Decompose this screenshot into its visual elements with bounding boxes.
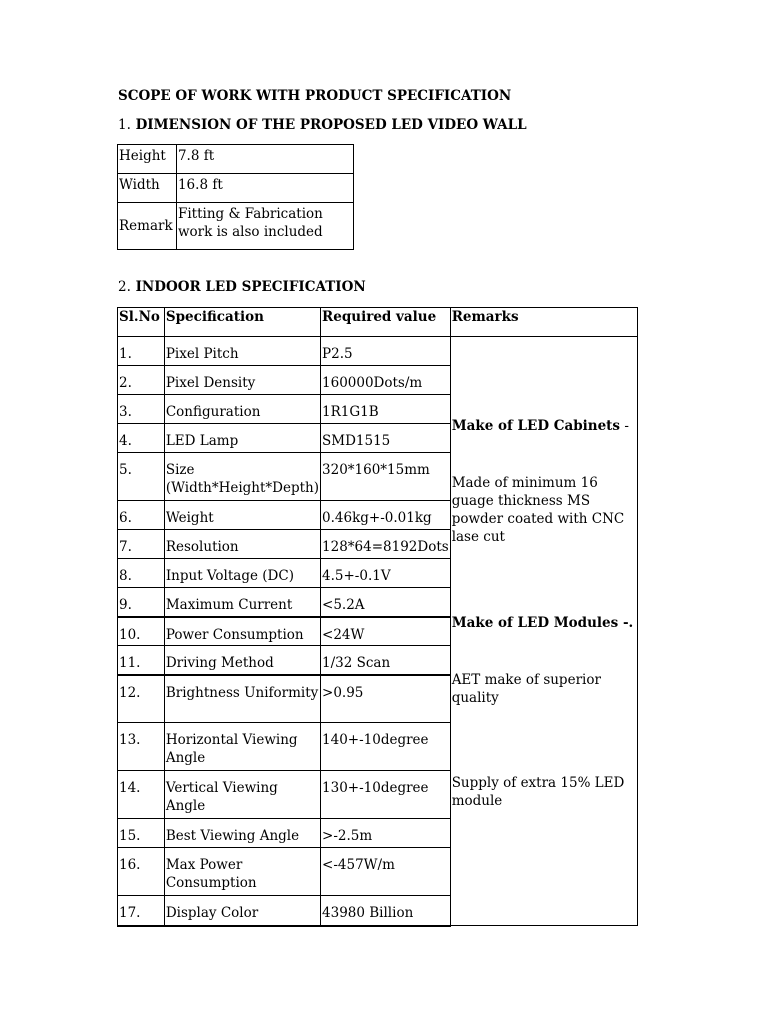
spec-slno: 16. — [118, 848, 165, 896]
remark-modules-text: AET make of superior quality — [451, 672, 601, 706]
dimension-table — [117, 144, 354, 250]
spec-name: Resolution — [164, 530, 320, 559]
dimension-row-remark — [118, 203, 354, 250]
column-header-required-value: Required value — [321, 308, 451, 337]
spec-slno: 3. — [118, 395, 165, 424]
spec-name: Best Viewing Angle — [164, 819, 320, 848]
section1-heading — [118, 117, 527, 133]
spec-value: 128*64=8192Dots — [321, 530, 451, 559]
spec-value: 1/32 Scan — [321, 646, 451, 675]
section2-number: 2. — [118, 279, 131, 295]
spec-name: Driving Method — [164, 646, 320, 675]
spec-name: Size (Width*Height*Depth) — [164, 453, 320, 501]
spec-value: >0.95 — [321, 675, 451, 723]
column-header-specification: Specification — [164, 308, 320, 337]
column-header-remarks: Remarks — [450, 308, 637, 337]
dimension-row-width — [118, 174, 354, 203]
spec-slno: 8. — [118, 559, 165, 588]
spec-slno: 4. — [118, 424, 165, 453]
spec-name: Maximum Current — [164, 588, 320, 617]
spec-value: >-2.5m — [321, 819, 451, 848]
spec-value: <24W — [321, 617, 451, 646]
spec-name: Weight — [164, 501, 320, 530]
spec-table — [117, 307, 638, 927]
spec-slno: 17. — [118, 896, 165, 926]
spec-name: Max Power Consumption — [164, 848, 320, 896]
remark-cabinets-text: Made of minimum 16 guage thickness MS powder coated with CNC lase cut — [451, 475, 625, 545]
spec-slno: 11. — [118, 646, 165, 675]
dimension-label: Height — [118, 145, 177, 174]
spec-value: 320*160*15mm — [321, 453, 451, 501]
spec-value: 4.5+-0.1V — [321, 559, 451, 588]
spec-value: 1R1G1B — [321, 395, 451, 424]
dimension-value: 16.8 ft — [176, 174, 353, 203]
section2-heading — [118, 279, 366, 295]
spec-slno: 6. — [118, 501, 165, 530]
spec-name: Input Voltage (DC) — [164, 559, 320, 588]
spec-slno: 5. — [118, 453, 165, 501]
spec-name: Configuration — [164, 395, 320, 424]
remark-modules-heading: Make of LED Modules -. — [451, 615, 634, 631]
spec-slno: 12. — [118, 675, 165, 723]
dimension-value: Fitting & Fabrication work is also included — [176, 203, 353, 250]
dimension-label: Width — [118, 174, 177, 203]
spec-name: Pixel Pitch — [164, 337, 320, 366]
section1-number: 1. — [118, 117, 131, 133]
spec-slno: 15. — [118, 819, 165, 848]
spec-value: P2.5 — [321, 337, 451, 366]
spec-slno: 2. — [118, 366, 165, 395]
remark-cabinets-heading: Make of LED Cabinets — [451, 418, 621, 434]
dimension-label: Remark — [118, 203, 177, 250]
remark-cabinets-dash: - — [620, 418, 629, 434]
spec-value: <5.2A — [321, 588, 451, 617]
spec-name: Brightness Uniformity — [164, 675, 320, 723]
spec-value: 130+-10degree — [321, 771, 451, 819]
spec-slno: 1. — [118, 337, 165, 366]
spec-value: 43980 Billion — [321, 896, 451, 926]
spec-slno: 7. — [118, 530, 165, 559]
spec-name: Horizontal Viewing Angle — [164, 723, 320, 771]
section1-title: DIMENSION OF THE PROPOSED LED VIDEO WALL — [135, 117, 527, 133]
spec-value: 140+-10degree — [321, 723, 451, 771]
spec-slno: 14. — [118, 771, 165, 819]
dimension-row-height — [118, 145, 354, 174]
spec-name: LED Lamp — [164, 424, 320, 453]
spec-slno: 9. — [118, 588, 165, 617]
spec-name: Display Color — [164, 896, 320, 926]
remark-extra-text: Supply of extra 15% LED module — [451, 775, 625, 809]
spec-name: Pixel Density — [164, 366, 320, 395]
dimension-value: 7.8 ft — [176, 145, 353, 174]
spec-value: 160000Dots/m — [321, 366, 451, 395]
document-title: SCOPE OF WORK WITH PRODUCT SPECIFICATION — [118, 88, 512, 104]
section2-title: INDOOR LED SPECIFICATION — [135, 279, 366, 295]
spec-row — [118, 337, 638, 366]
spec-name: Vertical Viewing Angle — [164, 771, 320, 819]
spec-value: SMD1515 — [321, 424, 451, 453]
spec-name: Power Consumption — [164, 617, 320, 646]
spec-slno: 10. — [118, 617, 165, 646]
spec-header-row — [118, 308, 638, 337]
remarks-cell — [450, 337, 637, 926]
spec-slno: 13. — [118, 723, 165, 771]
column-header-slno: Sl.No — [118, 308, 165, 337]
remark-cabinets — [452, 417, 636, 435]
spec-value: 0.46kg+-0.01kg — [321, 501, 451, 530]
spec-value: <-457W/m — [321, 848, 451, 896]
